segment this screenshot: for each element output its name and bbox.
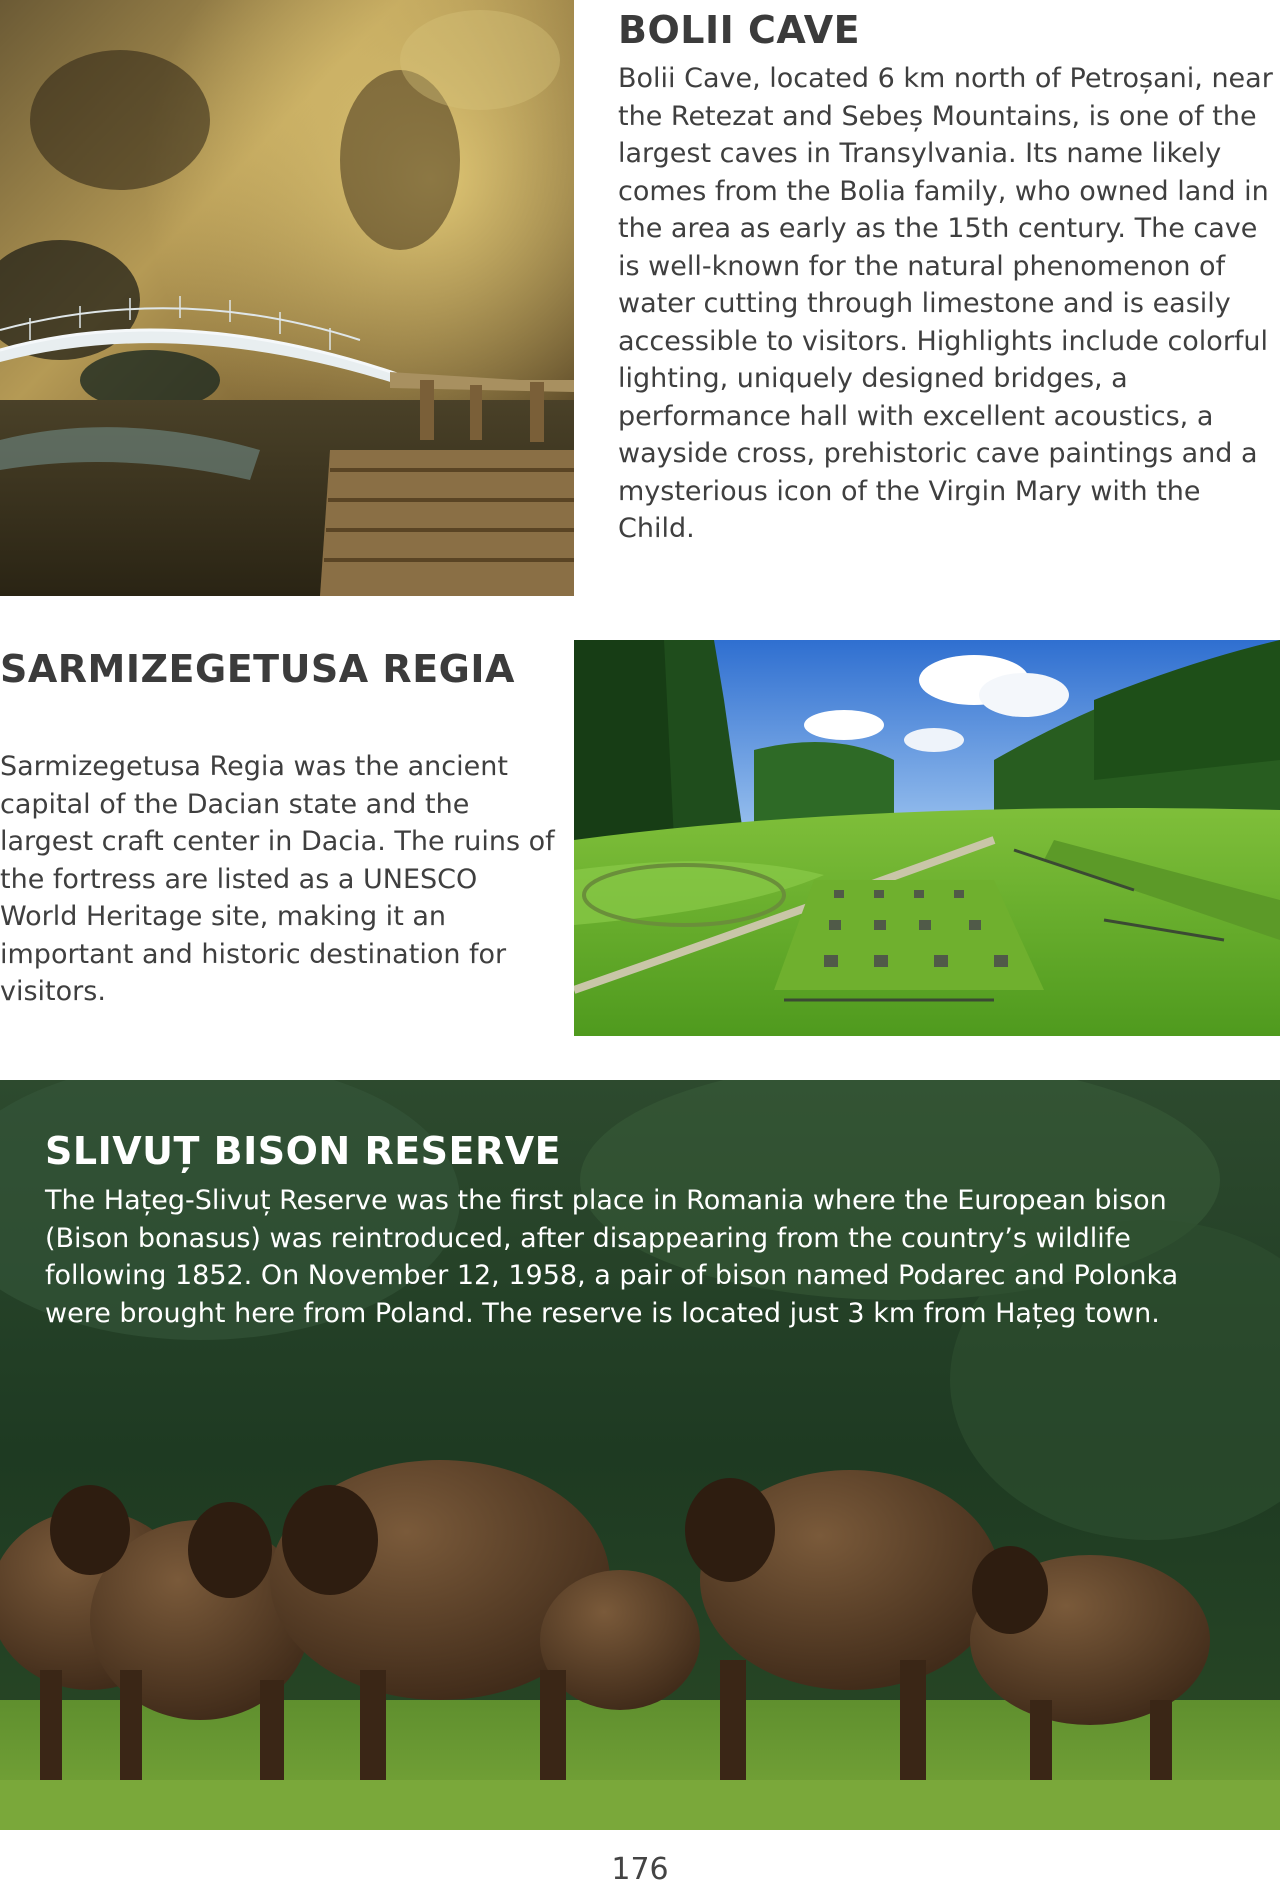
bison-reserve-description: The Hațeg-Slivuț Reserve was the first place in Romania where the European bison (Bison bonasus) was reintroduced, after disappearing from the country’s wildlife following 1852. On November 12, 1958, a pair of bison named Podarec and Polonka were brought here from Poland. The reserve is located just 3 km from Hațeg town. bbox=[45, 1185, 1179, 1329]
sarmizegetusa-description: Sarmizegetusa Regia was the ancient capital of the Dacian state and the largest craft center in Dacia. The ruins of the fortress are listed as a UNESCO World Heritage site, making it an important and historic destination for visitors. bbox=[0, 751, 555, 1007]
bolii-cave-photo bbox=[0, 0, 574, 596]
bolii-cave-description: Bolii Cave, located 6 km north of Petroșani, near the Retezat and Sebeș Mountains, is one of the largest caves in Transylvania. Its name likely comes from the Bolia family, who owned land in the area as early as the 15th century. The cave is well-known for the natural phenomenon of water cutting through limestone and is easily accessible to visitors. Highlights include colorful lighting, uniquely designed bridges, a performance hall with excellent acoustics, a wayside cross, prehistoric cave paintings and a mysterious icon of the Virgin Mary with the Child. bbox=[618, 63, 1273, 544]
bolii-cave-title: BOLII CAVE bbox=[618, 8, 861, 52]
sarmizegetusa-title: SARMIZEGETUSA REGIA bbox=[0, 647, 515, 691]
page-number: 176 bbox=[611, 1852, 669, 1887]
sarmizegetusa-photo bbox=[574, 640, 1280, 1036]
bison-reserve-title: SLIVUȚ BISON RESERVE bbox=[45, 1129, 562, 1173]
